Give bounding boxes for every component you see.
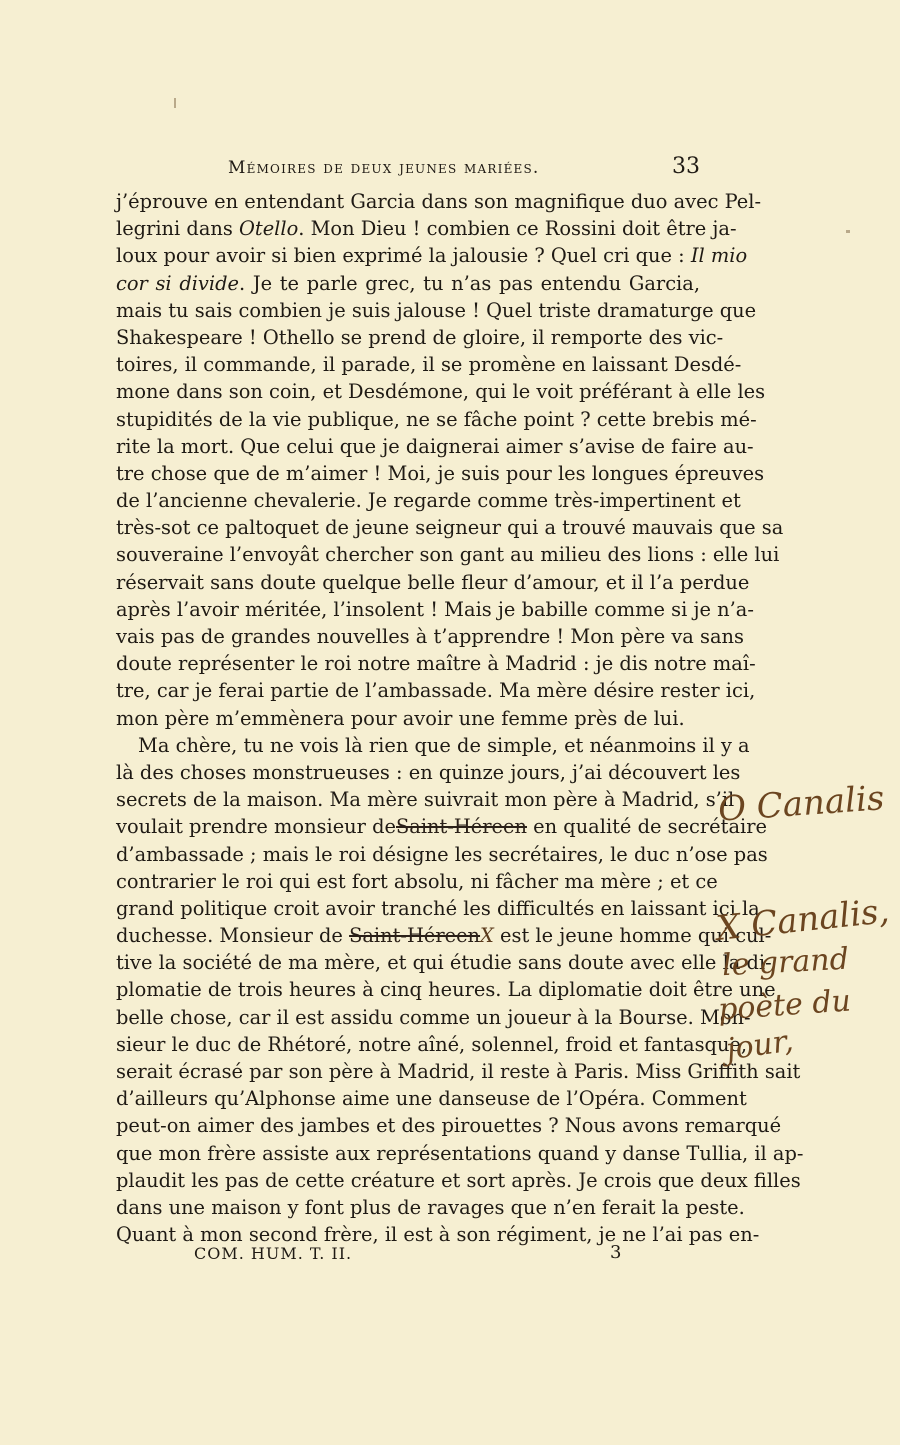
text-line: après l’avoir méritée, l’insolent ! Mais je babille comme si je n’a- (116, 597, 754, 621)
text-line: legrini dans Otello. Mon Dieu ! combien ce Rossini doit être ja- (116, 217, 737, 241)
text-line: grand politique croit avoir tranché les difficultés en laissant ici la (116, 896, 760, 920)
struck-name: Saint-Héreen (396, 815, 527, 839)
text-line: rite la mort. Que celui que je daignerai aimer s’avise de faire au- (116, 434, 754, 458)
text-line: mon père m’emmènera pour avoir une femme près de lui. (116, 706, 685, 730)
text-line: sieur le duc de Rhétoré, notre aîné, solennel, froid et fantasque, (116, 1032, 748, 1056)
text-line: Shakespeare ! Othello se prend de gloire, il remporte des vic- (116, 325, 724, 349)
text-line: tre chose que de m’aimer ! Moi, je suis pour les longues épreuves (116, 461, 765, 485)
handwritten-annotation: O Canalis (716, 778, 886, 830)
signature-note: COM. HUM. T. II. (194, 1244, 353, 1263)
text-line: très-sot ce paltoquet de jeune seigneur qui a trouvé mauvais que sa (116, 516, 784, 540)
text-line: j’éprouve en entendant Garcia dans son magnifique duo avec Pel- (116, 190, 761, 213)
text-line: voulait prendre monsieur deSaint-Héreen en qualité de secrétaire (116, 815, 767, 839)
text-line: mone dans son coin, et Desdémone, qui le voit préférant à elle les (116, 380, 766, 404)
text-line: Ma chère, tu ne vois là rien que de simple, et néanmoins il y a (138, 733, 750, 757)
paper-speck (846, 230, 850, 233)
text-line: plomatie de trois heures à cinq heures. La diplomatie doit être une (116, 978, 776, 1002)
handwritten-annotation: X Canalis, (714, 891, 892, 949)
italic-title-otello: Otello (239, 217, 299, 241)
text-line: secrets de la maison. Ma mère suivrait mon père à Madrid, s’il (116, 788, 735, 812)
text-line: réservait sans doute quelque belle fleur d’amour, et il l’a perdue (116, 570, 750, 594)
italic-quote: Il mio (690, 244, 748, 268)
struck-name: Saint-Héreen (349, 924, 481, 948)
text-line: d’ailleurs qu’Alphonse aime une danseuse de l’Opéra. Comment (116, 1087, 747, 1111)
running-title: Mémoires de deux jeunes mariées. (228, 158, 540, 178)
sheet-number: 3 (610, 1242, 622, 1263)
text-line: peut-on aimer des jambes et des pirouettes ? Nous avons remarqué (116, 1114, 782, 1138)
running-head (116, 154, 700, 184)
text-line: là des choses monstrueuses : en quinze jours, j’ai découvert les (116, 760, 741, 784)
text-line: Quant à mon second frère, il est à son régiment, je ne l’ai pas en- (116, 1223, 760, 1247)
paper-speck (174, 98, 176, 108)
text-line: que mon frère assiste aux représentations quand y danse Tullia, il ap- (116, 1141, 804, 1165)
handwritten-annotation: poète du (716, 983, 852, 1028)
text-line: duchesse. Monsieur de Saint-HéreenX est le jeune homme qui cul- (116, 924, 772, 948)
text-line: stupidités de la vie publique, ne se fâche point ? cette brebis mé- (116, 407, 757, 431)
text-line: mais tu sais combien je suis jalouse ! Quel triste dramaturge que (116, 298, 757, 322)
text-line: tive la société de ma mère, et qui étudie sans doute avec elle la di- (116, 951, 772, 975)
insertion-mark: X (480, 924, 494, 948)
handwritten-annotation: jour, (723, 1023, 796, 1068)
page-number: 33 (672, 154, 700, 179)
text-line: contrarier le roi qui est fort absolu, ni fâcher ma mère ; et ce (116, 869, 718, 893)
text-line: toires, il commande, il parade, il se promène en laissant Desdé- (116, 353, 742, 377)
text-line: plaudit les pas de cette créature et sort après. Je crois que deux filles (116, 1168, 801, 1192)
text-line: tre, car je ferai partie de l’ambassade. Ma mère désire rester ici, (116, 679, 756, 703)
italic-quote: cor si divide (116, 271, 239, 295)
text-line: vais pas de grandes nouvelles à t’apprendre ! Mon père va sans (116, 625, 744, 648)
text-line: d’ambassade ; mais le roi désigne les secrétaires, le duc n’ose pas (116, 842, 768, 866)
footer (116, 1242, 700, 1268)
text-line: serait écrasé par son père à Madrid, il reste à Paris. Miss Griffith sait (116, 1060, 801, 1083)
text-line: belle chose, car il est assidu comme un joueur à la Bourse. Mon- (116, 1005, 751, 1029)
text-line: doute représenter le roi notre maître à Madrid : je dis notre maî- (116, 652, 756, 676)
text-line: loux pour avoir si bien exprimé la jalousie ? Quel cri que : Il mio (116, 244, 748, 268)
text-line: cor si divide. Je te parle grec, tu n’as pas entendu Garcia, (116, 271, 700, 295)
handwritten-annotation: le grand (721, 941, 850, 984)
text-line: de l’ancienne chevalerie. Je regarde comme très-impertinent et (116, 489, 741, 513)
text-line: dans une maison y font plus de ravages que n’en ferait la peste. (116, 1195, 745, 1219)
text-line: souveraine l’envoyât chercher son gant au milieu des lions : elle lui (116, 543, 780, 567)
